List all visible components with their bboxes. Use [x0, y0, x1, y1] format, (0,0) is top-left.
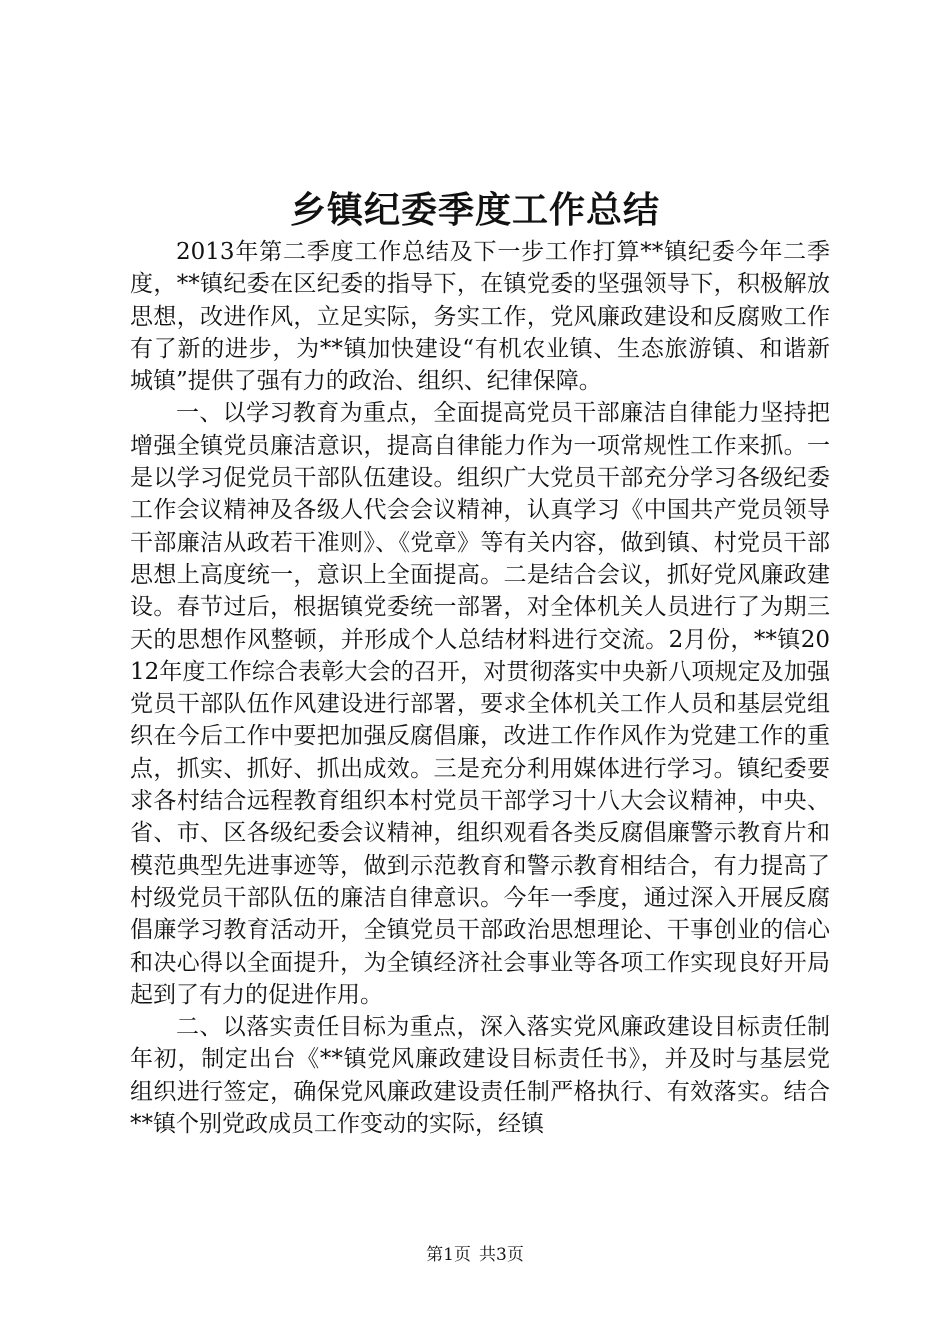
page-footer: [0, 1243, 950, 1267]
document-body: [130, 236, 830, 1140]
document-title: 乡镇纪委季度工作总结: [289, 189, 660, 231]
page-total: 共3页: [479, 1245, 524, 1265]
paragraph-section-two: 二、以落实责任目标为重点，深入落实党风廉政建设目标责任制年初，制定出台《**镇党风廉政建设目标责任书》，并及时与基层党组织进行签定，确保党风廉政建设责任制严格执行、有效落实。结合**镇个别党政成员工作变动的实际，经镇: [130, 1014, 830, 1138]
paragraph-section-one: 一、以学习教育为重点，全面提高党员干部廉洁自律能力坚持把增强全镇党员廉洁意识，提高自律能力作为一项常规性工作来抓。一是以学习促党员干部队伍建设。组织广大党员干部充分学习各级纪委工作会议精神及各级人代会会议精神，认真学习《中国共产党员领导干部廉洁从政若干准则》、《党章》等有关内容，做到镇、村党员干部思想上高度统一，意识上全面提高。二是结合会议，抓好党风廉政建设。春节过后，根据镇党委统一部署，对全体机关人员进行了为期三天的思想作风整顿，并形成个人总结材料进行交流。2月份，**镇2012年度工作综合表彰大会的召开，对贯彻落实中央新八项规定及加强党员干部队伍作风建设进行部署，要求全体机关工作人员和基层党组织在今后工作中要把加强反腐倡廉，改进工作作风作为党建工作的重点，抓实、抓好、抓出成效。三是充分利用媒体进行学习。镇纪委要求各村结合远程教育组织本村党员干部学习十八大会议精神，中央、省、市、区各级纪委会议精神，组织观看各类反腐倡廉警示教育片和模范典型先进事迹等，做到示范教育和警示教育相结合，有力提高了村级党员干部队伍的廉洁自律意识。今年一季度，通过深入开展反腐倡廉学习教育活动开，全镇党员干部政治思想理论、干事创业的信心和决心得以全面提升，为全镇经济社会事业等各项工作实现良好开局起到了有力的促进作用。: [130, 400, 830, 1008]
paragraph-intro: 2013年第二季度工作总结及下一步工作打算**镇纪委今年二季度，**镇纪委在区纪委的指导下，在镇党委的坚强领导下，积极解放思想，改进作风，立足实际，务实工作，党风廉政建设和反腐败工作有了新的进步，为**镇加快建设“有机农业镇、生态旅游镇、和谐新城镇”提供了强有力的政治、组织、纪律保障。: [130, 239, 830, 395]
page-number: 第1页: [426, 1245, 471, 1265]
